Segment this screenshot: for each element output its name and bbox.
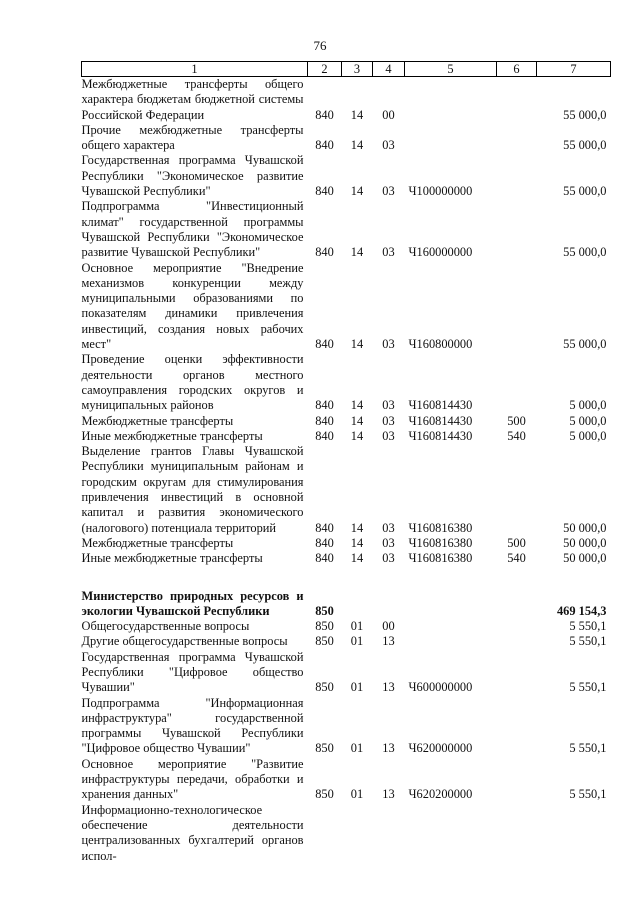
row-code-subsection: 13 (382, 634, 395, 649)
row-code-expense-type (497, 757, 537, 803)
table-row (82, 803, 611, 864)
row-code-ministry: 840 (315, 413, 334, 428)
table-row (82, 261, 611, 353)
row-code-ministry: 850 (315, 603, 334, 618)
row-code-section: 01 (350, 680, 364, 695)
table-row (82, 123, 611, 154)
row-amount: 50 000,0 (563, 535, 607, 550)
row-code-expense-type (497, 444, 537, 536)
row-code-target (405, 634, 497, 649)
row-code-target: Ч160814430 (408, 398, 473, 413)
row-code-section: 14 (350, 520, 364, 535)
table-row (82, 153, 611, 199)
row-code-section: 14 (350, 428, 364, 443)
row-code-expense-type (497, 123, 537, 154)
row-code-ministry: 840 (315, 138, 334, 153)
row-code-target: Ч100000000 (408, 184, 473, 199)
row-amount: 5 000,0 (569, 428, 607, 443)
table-row (82, 589, 611, 620)
row-name: Межбюджетные трансферты общего характера бюджетам бюджетной системы Российской Федерации (81, 77, 304, 122)
row-code-subsection: 00 (382, 107, 395, 122)
row-code-section: 14 (350, 551, 364, 566)
row-name: Министерство природных ресурсов и экологии Чувашской Республики (81, 588, 304, 618)
row-amount: 55 000,0 (563, 337, 607, 352)
table-header (82, 62, 611, 77)
table-row (82, 536, 611, 551)
row-code-ministry: 840 (315, 184, 334, 199)
row-name: Выделение грантов Главы Чувашской Республики муниципальным районам и городским округам для стимулирования привлечения инвестиций в основной капитал и развития экономического (налогового) потенциала территорий (81, 444, 304, 535)
row-name: Подпрограмма "Инвестиционный климат" государственной программы Чувашской Республики "Экономическое развитие Чувашской Республики" (81, 199, 304, 260)
row-code-section (342, 589, 373, 620)
row-code-section: 14 (350, 107, 364, 122)
row-code-ministry: 840 (315, 428, 334, 443)
row-amount: 50 000,0 (563, 551, 607, 566)
row-amount: 5 000,0 (569, 413, 607, 428)
row-name: Подпрограмма "Информационная инфраструктура" государственной программы Чувашской Республики "Цифровое общество Чувашии" (81, 695, 304, 756)
row-code-target: Ч620000000 (408, 741, 473, 756)
row-name: Иные межбюджетные трансферты (81, 551, 263, 566)
row-code-subsection (373, 589, 405, 620)
row-code-subsection: 03 (382, 184, 395, 199)
header-col-2: 2 (308, 62, 342, 77)
page-number: 76 (313, 38, 327, 53)
row-amount: 469 154,3 (556, 603, 607, 618)
row-code-target: Ч160800000 (408, 337, 473, 352)
row-code-ministry: 840 (315, 535, 334, 550)
row-code-ministry: 850 (315, 680, 334, 695)
row-amount: 5 550,1 (569, 619, 607, 634)
row-code-expense-type: 500 (507, 535, 526, 550)
row-code-subsection: 03 (382, 413, 395, 428)
row-amount: 55 000,0 (563, 138, 607, 153)
row-code-expense-type: 540 (507, 551, 526, 566)
row-code-ministry: 840 (315, 551, 334, 566)
row-name: Информационно-технологическое обеспечение деятельности централизованных бухгалтерий органов испол- (81, 802, 304, 863)
row-code-ministry: 840 (315, 337, 334, 352)
row-code-subsection: 03 (382, 337, 395, 352)
row-code-section: 01 (350, 619, 364, 634)
row-code-expense-type (497, 261, 537, 353)
row-code-section: 01 (350, 741, 364, 756)
table-row (82, 634, 611, 649)
spacer-row (82, 567, 611, 589)
header-col-4: 4 (373, 62, 405, 77)
row-code-expense-type (497, 153, 537, 199)
row-amount (537, 803, 611, 864)
budget-table (81, 61, 611, 864)
row-code-expense-type (497, 803, 537, 864)
row-name: Основное мероприятие "Внедрение механизмов конкуренции между муниципальными образованиями по показателям динамики привлечения инвестиций, создания новых рабочих мест" (81, 260, 304, 352)
row-code-expense-type (497, 199, 537, 260)
row-code-expense-type: 500 (507, 413, 526, 428)
row-code-section: 14 (350, 184, 364, 199)
row-name: Межбюджетные трансферты (81, 413, 234, 428)
row-code-target (405, 589, 497, 620)
table-row (82, 551, 611, 566)
row-code-target: Ч160816380 (408, 535, 473, 550)
row-code-subsection: 03 (382, 428, 395, 443)
row-code-section: 14 (350, 245, 364, 260)
table-row (82, 414, 611, 429)
row-code-target (405, 77, 497, 123)
row-code-subsection: 03 (382, 535, 395, 550)
table-row (82, 199, 611, 260)
row-code-subsection: 00 (382, 619, 395, 634)
row-name: Общегосударственные вопросы (81, 619, 250, 634)
row-code-section: 14 (350, 535, 364, 550)
row-code-ministry (308, 803, 342, 864)
table-row (82, 444, 611, 536)
row-code-section: 14 (350, 398, 364, 413)
row-code-expense-type (497, 650, 537, 696)
row-code-target: Ч160816380 (408, 551, 473, 566)
table-row (82, 650, 611, 696)
row-code-subsection: 03 (382, 551, 395, 566)
row-code-ministry: 840 (315, 398, 334, 413)
row-amount: 5 550,1 (569, 634, 607, 649)
row-code-section: 01 (350, 787, 364, 802)
row-code-section: 14 (350, 413, 364, 428)
header-col-6: 6 (497, 62, 537, 77)
header-col-7: 7 (537, 62, 611, 77)
row-amount: 5 550,1 (569, 787, 607, 802)
row-code-section (342, 803, 373, 864)
row-code-ministry: 850 (315, 634, 334, 649)
row-code-subsection: 03 (382, 245, 395, 260)
table-row (82, 696, 611, 757)
table-row (82, 619, 611, 634)
row-name: Проведение оценки эффективности деятельности органов местного самоуправления городских округов и муниципальных районов (81, 352, 304, 413)
row-name: Иные межбюджетные трансферты (81, 428, 263, 443)
row-code-ministry: 850 (315, 787, 334, 802)
row-code-subsection: 13 (382, 741, 395, 756)
row-code-expense-type (497, 619, 537, 634)
row-code-ministry: 840 (315, 520, 334, 535)
row-code-expense-type (497, 589, 537, 620)
row-code-target: Ч160814430 (408, 428, 473, 443)
row-code-subsection: 13 (382, 787, 395, 802)
row-code-expense-type (497, 352, 537, 413)
row-code-subsection: 13 (382, 680, 395, 695)
header-col-1: 1 (82, 62, 308, 77)
row-code-target: Ч600000000 (408, 680, 473, 695)
row-code-section: 14 (350, 138, 364, 153)
header-col-3: 3 (342, 62, 373, 77)
row-code-expense-type: 540 (507, 428, 526, 443)
row-code-section: 01 (350, 634, 364, 649)
row-amount: 5 000,0 (569, 398, 607, 413)
row-amount: 5 550,1 (569, 680, 607, 695)
row-code-ministry: 850 (315, 619, 334, 634)
row-code-subsection (373, 803, 405, 864)
spacer-cell (82, 567, 611, 589)
row-code-expense-type (497, 634, 537, 649)
row-amount: 55 000,0 (563, 184, 607, 199)
row-code-expense-type (497, 77, 537, 123)
row-code-subsection: 03 (382, 138, 395, 153)
row-code-target (405, 619, 497, 634)
row-code-subsection: 03 (382, 398, 395, 413)
table-row (82, 352, 611, 413)
row-name: Прочие межбюджетные трансферты общего характера (81, 122, 304, 153)
row-code-target: Ч160816380 (408, 520, 473, 535)
row-name: Другие общегосударственные вопросы (81, 634, 288, 649)
row-code-ministry: 840 (315, 245, 334, 260)
row-amount: 50 000,0 (563, 520, 607, 535)
row-code-target: Ч160000000 (408, 245, 473, 260)
row-code-ministry: 850 (315, 741, 334, 756)
row-code-target (405, 803, 497, 864)
row-name: Межбюджетные трансферты (81, 535, 234, 550)
row-code-subsection: 03 (382, 520, 395, 535)
table-row (82, 77, 611, 123)
table-row (82, 429, 611, 444)
row-amount: 55 000,0 (563, 107, 607, 122)
row-code-target: Ч160814430 (408, 413, 473, 428)
row-amount: 5 550,1 (569, 741, 607, 756)
budget-table-container (81, 61, 610, 864)
row-code-section: 14 (350, 337, 364, 352)
row-code-target (405, 123, 497, 154)
row-code-target: Ч620200000 (408, 787, 473, 802)
row-name: Государственная программа Чувашской Республики "Экономическое развитие Чувашской Республики" (81, 153, 304, 199)
row-amount: 55 000,0 (563, 245, 607, 260)
header-row (82, 62, 611, 77)
header-col-5: 5 (405, 62, 497, 77)
row-code-expense-type (497, 696, 537, 757)
row-code-ministry: 840 (315, 107, 334, 122)
table-row (82, 757, 611, 803)
row-name: Государственная программа Чувашской Республики "Цифровое общество Чувашии" (81, 649, 304, 695)
table-body (82, 77, 611, 864)
row-name: Основное мероприятие "Развитие инфраструктуры передачи, обработки и хранения данных" (81, 756, 304, 802)
